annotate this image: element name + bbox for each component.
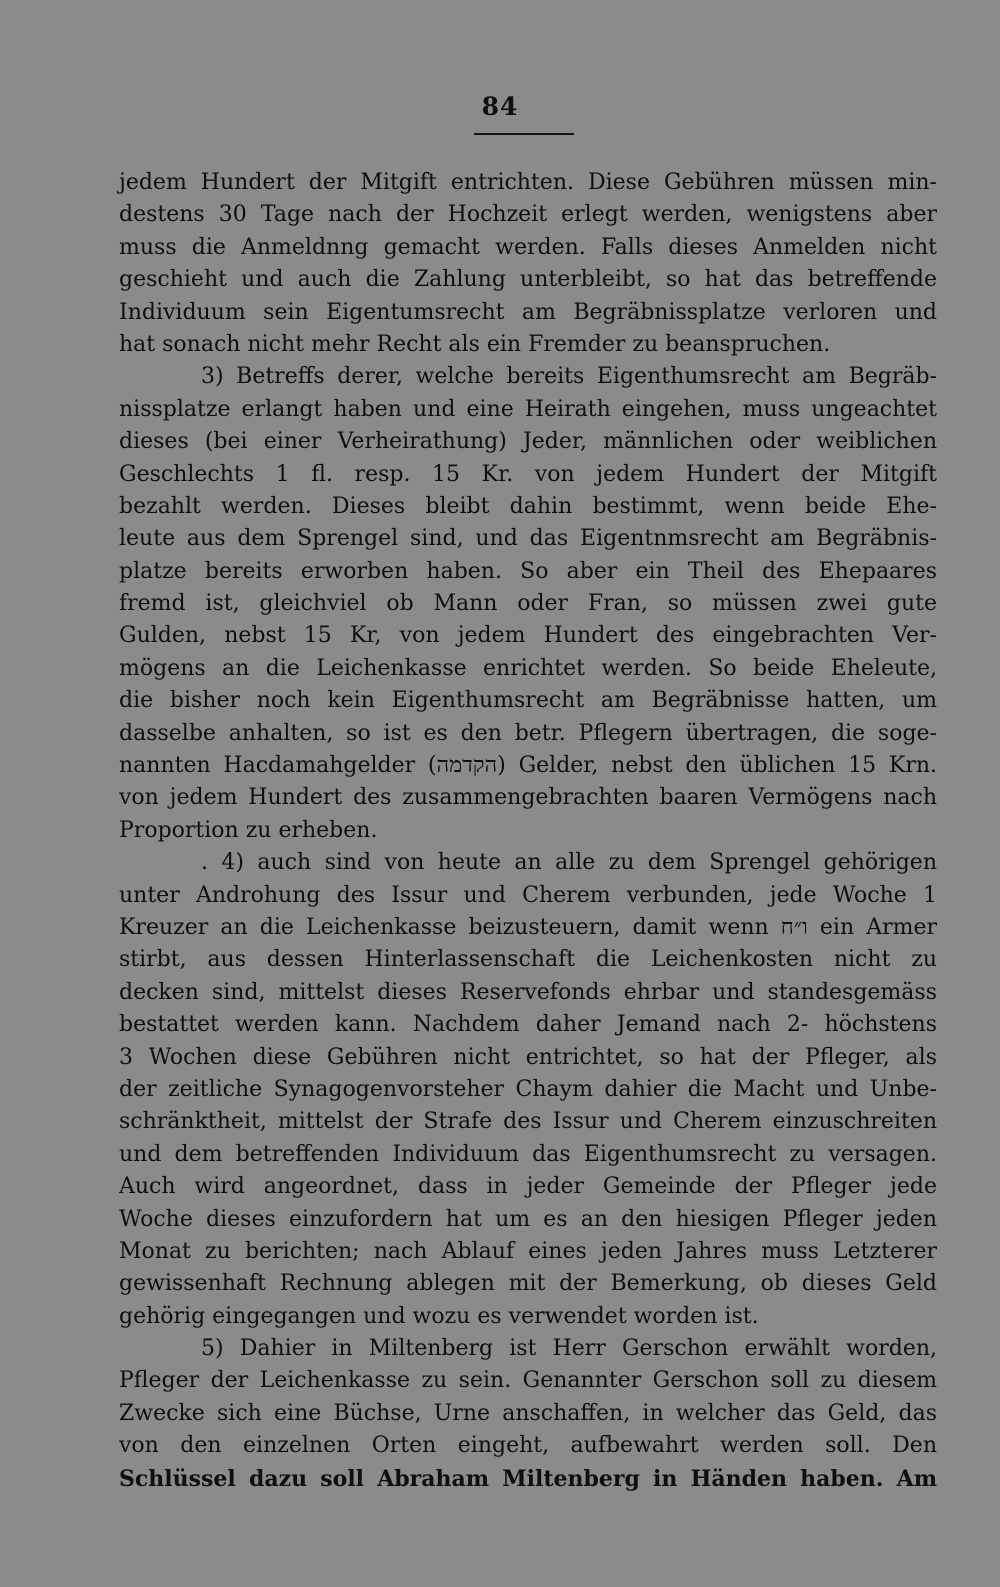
text-line: die bisher noch kein Eigenthumsrecht am Begräbnisse hatten, um [119,688,937,714]
text-line: von den einzelnen Orten eingeht, aufbewahrt werden soll. Den [119,1433,937,1459]
text-line: Individuum sein Eigentumsrecht am Begräbnissplatze verloren und [119,299,937,325]
text-line: muss die Anmeldnng gemacht werden. Falls dieses Anmelden nicht [119,234,937,260]
text-line: geschieht und auch die Zahlung unterbleibt, so hat das betreffende [119,267,937,293]
text-line: destens 30 Tage nach der Hochzeit erlegt werden, wenigstens aber [119,202,937,228]
paragraph-4-start: . 4) auch sind von heute an alle zu dem Sprengel gehörigen [201,850,937,876]
page-number: 84 [481,92,519,121]
text-line: unter Androhung des Issur und Cherem verbunden, jede Woche 1 [119,882,937,908]
text-line: nissplatze erlangt haben und eine Heirath eingehen, muss ungeachtet [119,396,937,422]
text-line: schränktheit, mittelst der Strafe des Issur und Cherem einzuschreiten [119,1109,937,1135]
paragraph-end-line: Proportion zu erheben. [119,817,378,843]
text-line: von jedem Hundert des zusammengebrachten baaren Vermögens nach [119,785,937,811]
text-line: fremd ist, gleichviel ob Mann oder Fran, so müssen zwei gute [119,591,937,617]
text-line: mögens an die Leichenkasse enrichtet werden. So beide Eheleute, [119,655,937,681]
paragraph-5-start: 5) Dahier in Miltenberg ist Herr Gerschon erwählt worden, [201,1336,937,1362]
text-line: Auch wird angeordnet, dass in jeder Gemeinde der Pfleger jede [119,1174,937,1200]
text-line: jedem Hundert der Mitgift entrichten. Diese Gebühren müssen min- [119,170,937,195]
text-line: decken sind, mittelst dieses Reservefonds ehrbar und standesgemäss [119,979,937,1005]
paragraph-end-line: hat sonach nicht mehr Recht als ein Fremder zu beanspruchen. [119,331,831,357]
text-line: bestattet werden kann. Nachdem daher Jemand nach 2- höchstens [119,1012,937,1038]
text-line: Zwecke sich eine Büchse, Urne anschaffen, in welcher das Geld, das [119,1400,937,1426]
text-line: platze bereits erworben haben. So aber ein Theil des Ehepaares [119,558,937,584]
text-line: Geschlechts 1 fl. resp. 15 Kr. von jedem Hundert der Mitgift [119,461,937,487]
paragraph-3-start: 3) Betreffs derer, welche bereits Eigenthumsrecht am Begräb- [201,364,937,390]
body-text [119,167,937,1495]
text-line: 3 Wochen diese Gebühren nicht entrichtet, so hat der Pfleger, als [119,1044,937,1070]
text-line: Schlüssel dazu soll Abraham Miltenberg in Händen haben. Am [119,1465,937,1492]
text-line: und dem betreffenden Individuum das Eigenthumsrecht zu versagen. [119,1141,937,1167]
text-line: Woche dieses einzufordern hat um es an den hiesigen Pfleger jeden [119,1206,937,1232]
text-line: der zeitliche Synagogenvorsteher Chaym dahier die Macht und Unbe- [119,1076,937,1102]
paragraph-end-line: gehörig eingegangen und wozu es verwendet worden ist. [119,1303,759,1329]
text-line: dasselbe anhalten, so ist es den betr. Pflegern übertragen, die soge- [119,720,937,746]
text-line: Gulden, nebst 15 Kr, von jedem Hundert des eingebrachten Ver- [119,623,937,649]
text-line: nannten Hacdamahgelder (הקדמה) Gelder, nebst den üblichen 15 Krn. [119,753,937,779]
text-line: Kreuzer an die Leichenkasse beizusteuern, damit wenn ו״ח ein Armer [119,914,938,940]
text-line: Pfleger der Leichenkasse zu sein. Genannter Gerschon soll zu diesem [119,1368,937,1394]
text-line: bezahlt werden. Dieses bleibt dahin bestimmt, wenn beide Ehe- [119,493,937,519]
text-line: dieses (bei einer Verheirathung) Jeder, männlichen oder weiblichen [119,429,937,455]
text-line: gewissenhaft Rechnung ablegen mit der Bemerkung, ob dieses Geld [119,1271,937,1297]
text-line: Monat zu berichten; nach Ablauf eines jeden Jahres muss Letzterer [119,1238,937,1264]
text-line: stirbt, aus dessen Hinterlassenschaft die Leichenkosten nicht zu [119,947,937,973]
text-line: leute aus dem Sprengel sind, und das Eigentnmsrecht am Begräbnis- [119,526,937,552]
page-number-rule [474,133,574,135]
